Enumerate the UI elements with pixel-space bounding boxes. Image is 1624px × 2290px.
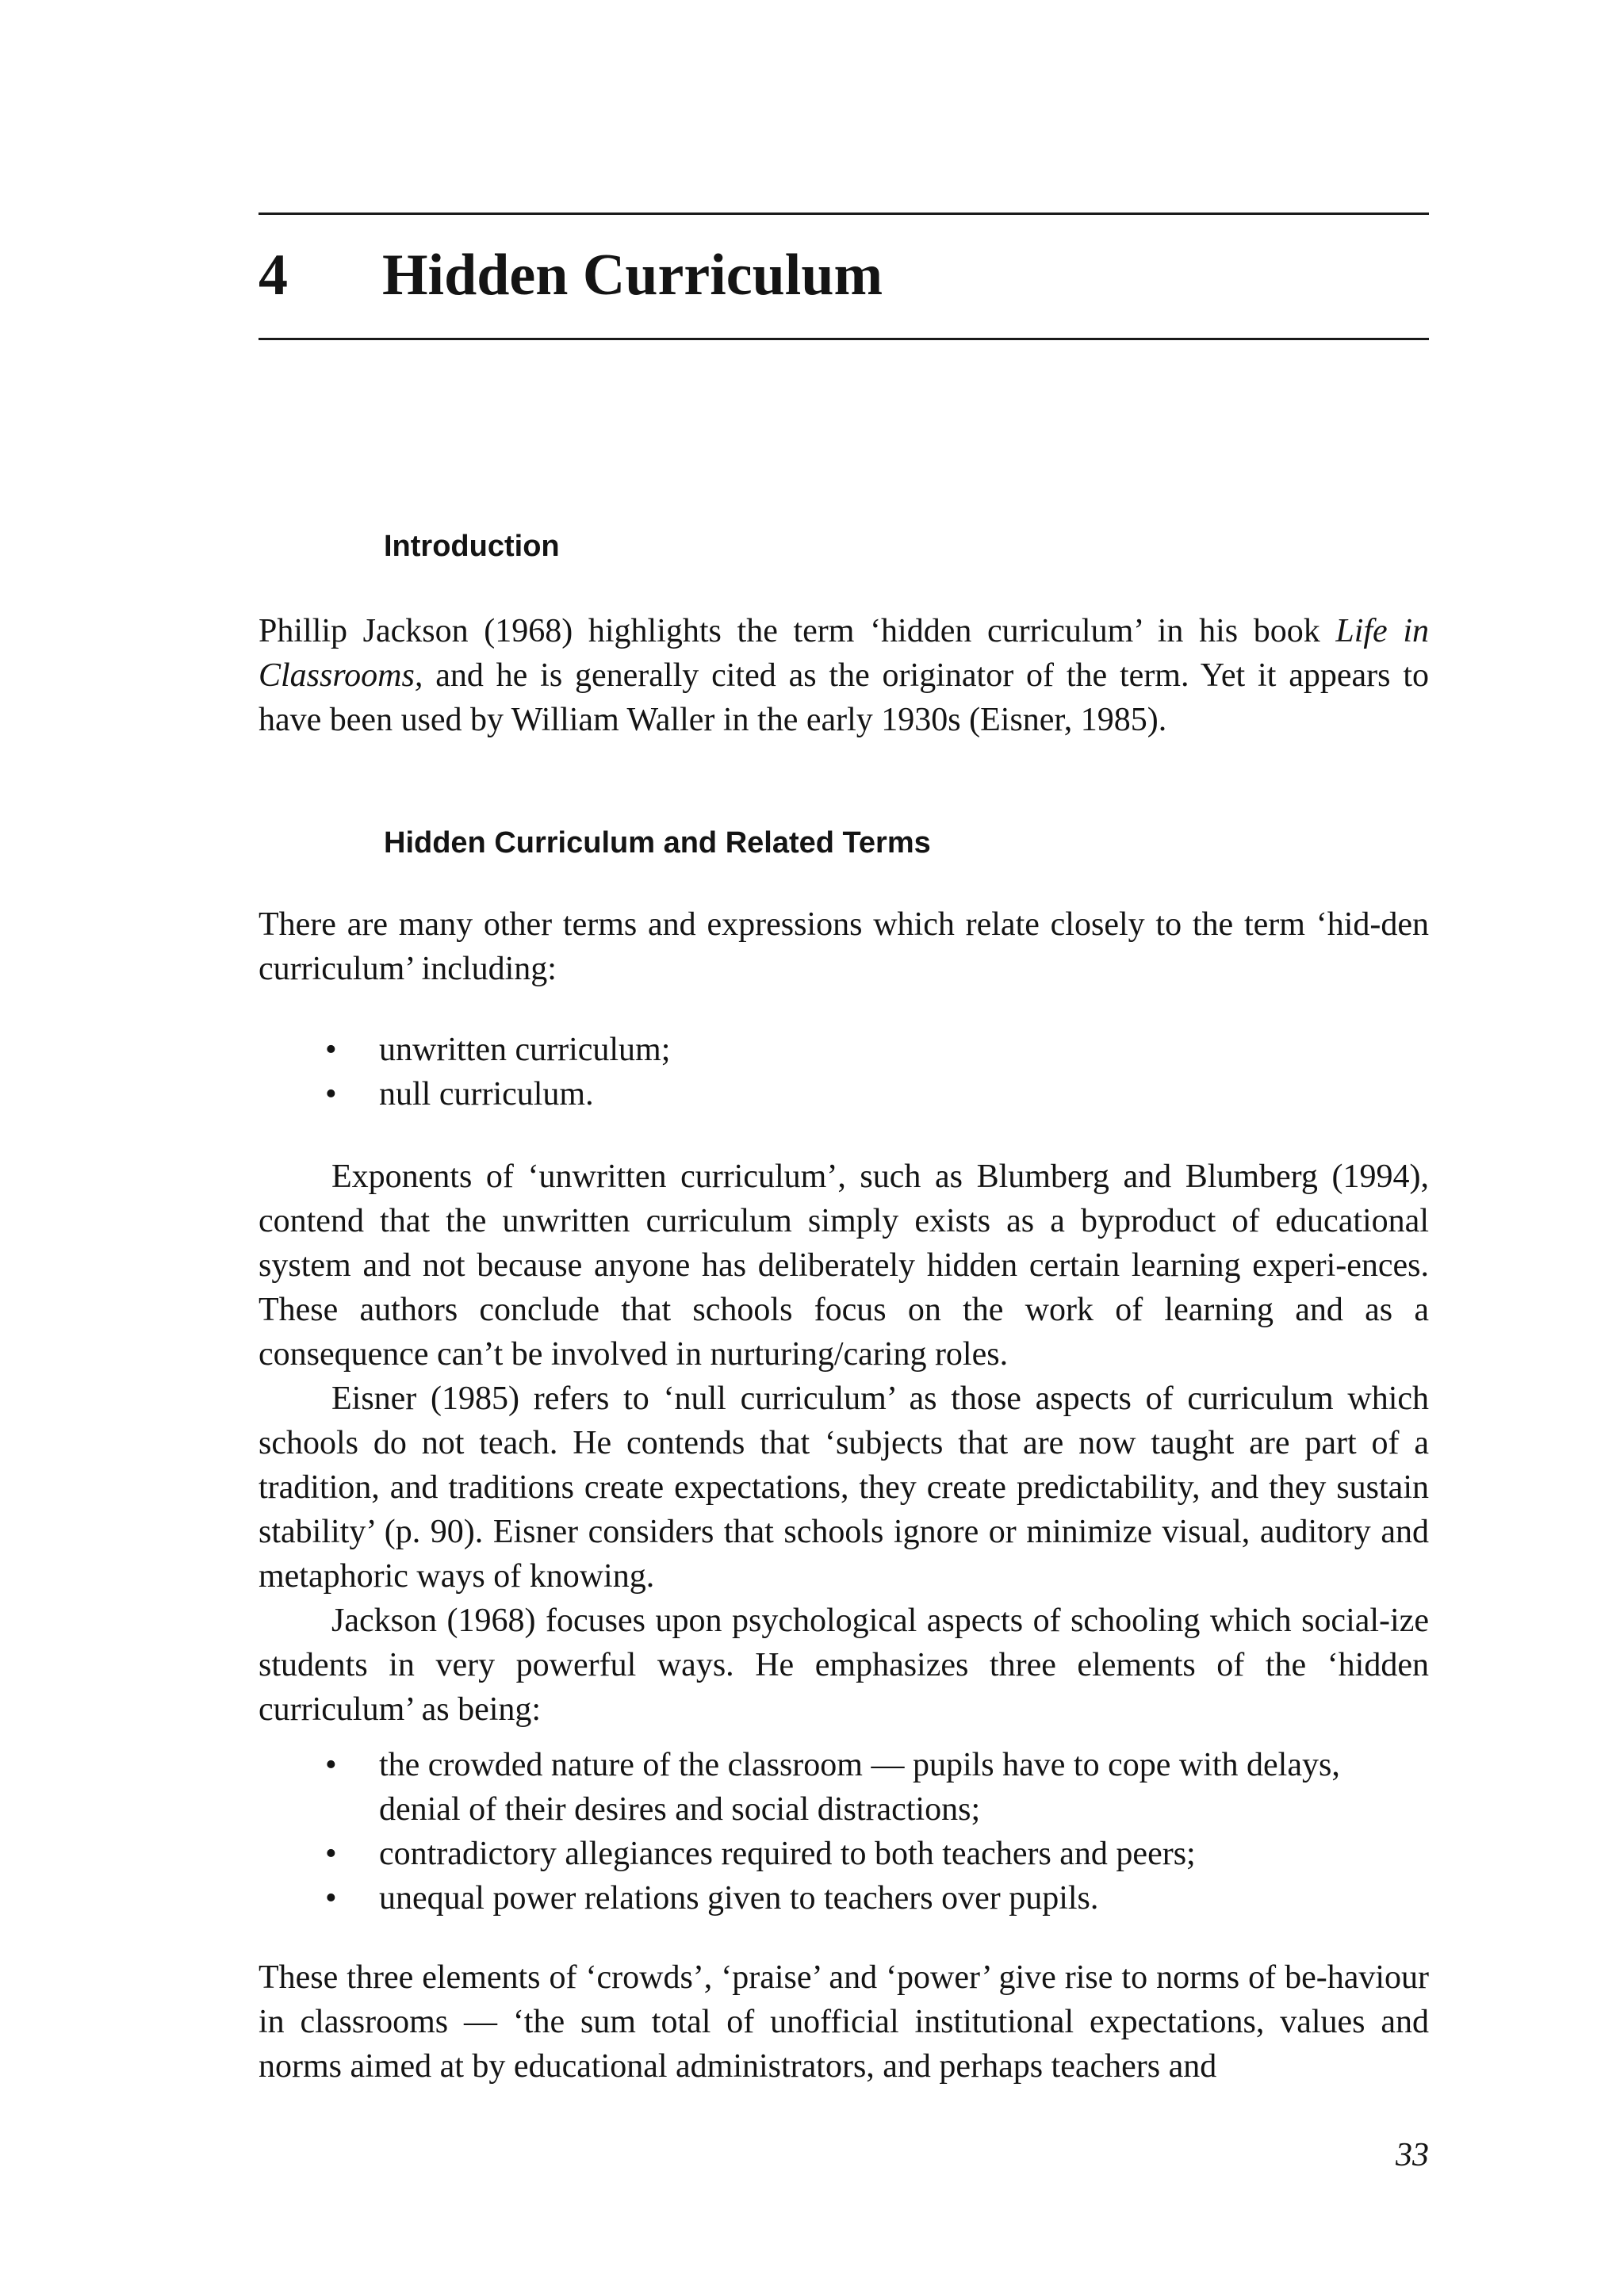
chapter-title: Hidden Curriculum: [382, 243, 883, 308]
closing-paragraph: These three elements of ‘crowds’, ‘praise’ and ‘power’ give rise to norms of be-haviour in classrooms — ‘the sum total of unofficial institutional expectations, values and norms aimed at by educational administrators, and perhaps teachers and: [259, 1959, 1429, 2085]
related-terms-list: [325, 1028, 1429, 1116]
bullet-icon: •: [325, 1836, 337, 1872]
list-item-text: unwritten curriculum;: [379, 1032, 671, 1068]
body-paragraphs: [259, 1155, 1429, 1732]
introduction-section: [259, 609, 1429, 742]
chapter-top-rule: [259, 213, 1429, 215]
related-terms-lead-block: [259, 902, 1429, 991]
list-item-text: the crowded nature of the classroom — pupils have to cope with delays, denial of their desires and social distractions;: [379, 1747, 1340, 1828]
list-item-text: unequal power relations given to teachers over pupils.: [379, 1880, 1099, 1917]
null-curriculum-paragraph: Eisner (1985) refers to ‘null curriculum’ as those aspects of curriculum which schools do not teach. He contends that ‘subjects that are now taught are part of a tradition, and traditions create expectations, they create predictability, and they sustain stability’ (p. 90). Eisner considers that schools ignore or minimize visual, auditory and metaphoric ways of knowing.: [259, 1381, 1429, 1595]
page-number: 33: [1396, 2137, 1429, 2173]
related-terms-heading: Hidden Curriculum and Related Terms: [384, 826, 931, 860]
unwritten-curriculum-paragraph: Exponents of ‘unwritten curriculum’, such as Blumberg and Blumberg (1994), contend that the unwritten curriculum simply exists as a byproduct of educational system and not because anyone has deliberately hidden certain learning experi-ences. These authors conclude that schools focus on the work of learning and as a consequence can’t be involved in nurturing/caring roles.: [259, 1158, 1429, 1373]
introduction-heading: Introduction: [384, 530, 560, 563]
list-item: [325, 1028, 1429, 1072]
list-item: [325, 1876, 1429, 1920]
related-terms-lead: There are many other terms and expressions which relate closely to the term ‘hid-den curriculum’ including:: [259, 906, 1429, 987]
bullet-icon: •: [325, 1076, 337, 1112]
list-item: [325, 1832, 1429, 1876]
list-item-text: contradictory allegiances required to both teachers and peers;: [379, 1836, 1196, 1872]
chapter-number: 4: [259, 243, 288, 308]
chapter-heading: [259, 232, 1429, 319]
bullet-icon: •: [325, 1032, 337, 1068]
intro-text-part-2: and he is generally cited as the originator of the term. Yet it appears to have been used by William Waller in the early 1930s (Eisner, 1985).: [259, 657, 1429, 738]
chapter-bottom-rule: [259, 338, 1429, 340]
introduction-paragraph: [259, 609, 1429, 742]
list-item: [325, 1072, 1429, 1116]
intro-text-part-1: Phillip Jackson (1968) highlights the term ‘hidden curriculum’ in his book: [259, 613, 1336, 649]
bullet-icon: •: [325, 1747, 337, 1783]
list-item-text: null curriculum.: [379, 1076, 594, 1112]
hidden-curriculum-elements-list: [325, 1743, 1429, 1920]
book-title-life-in-classrooms: Life in Classrooms,: [259, 613, 1429, 694]
list-item: [325, 1743, 1429, 1832]
bullet-icon: •: [325, 1880, 337, 1917]
closing-block: [259, 1955, 1429, 2089]
jackson-paragraph: Jackson (1968) focuses upon psychological aspects of schooling which social-ize students in very powerful ways. He emphasizes three elements of the ‘hidden curriculum’ as being:: [259, 1603, 1429, 1728]
